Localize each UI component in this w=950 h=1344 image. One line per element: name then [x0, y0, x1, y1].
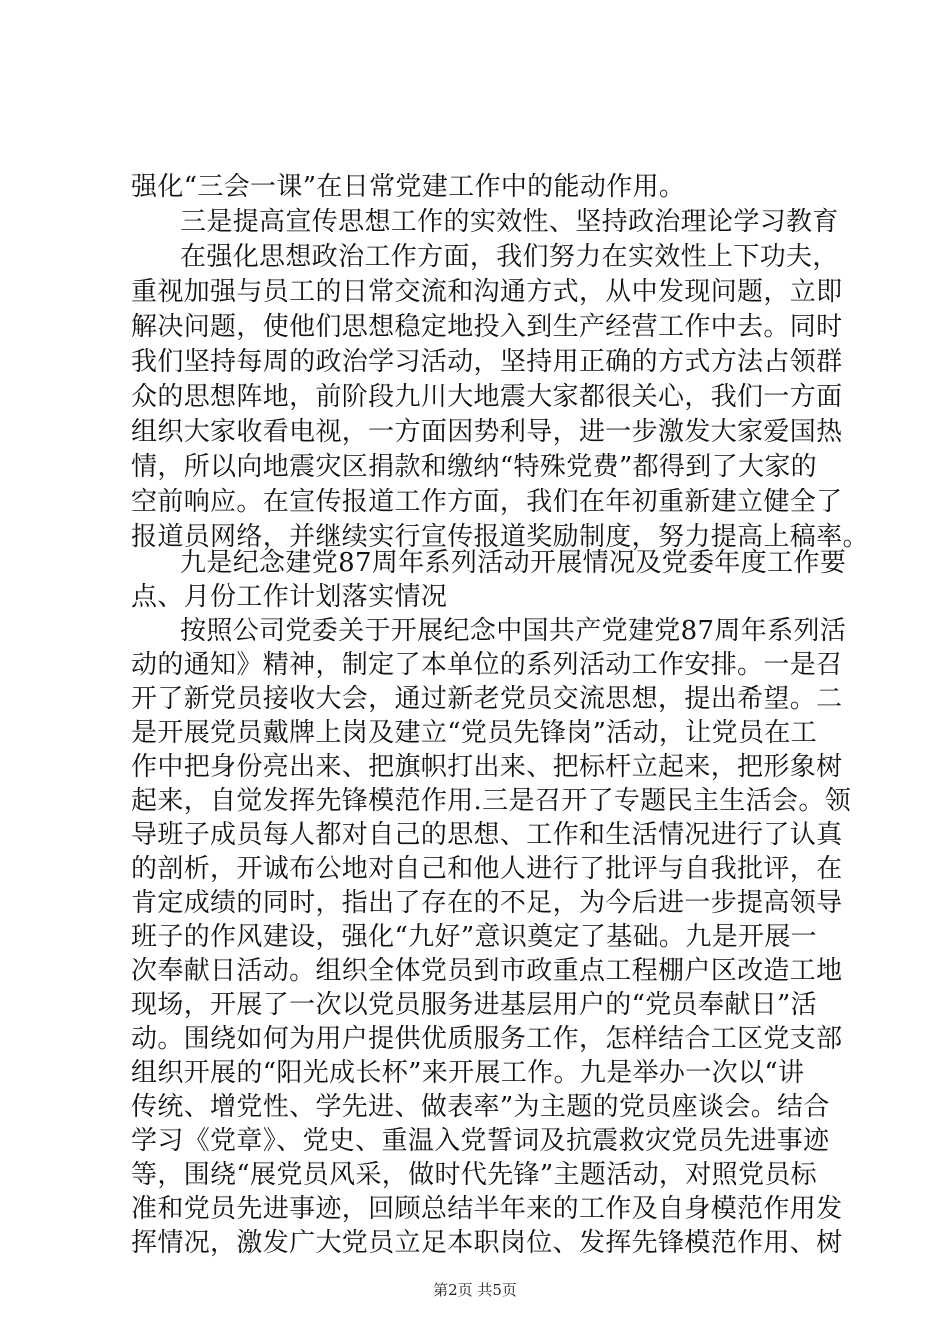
- text-line: 班子的作风建设，强化“九好”意识奠定了基础。九是开展一: [131, 922, 818, 952]
- text-line: 等，围绕“展党员风采，做时代先锋”主题活动，对照党员标: [131, 1160, 818, 1190]
- text-line: 的剖析，开诚布公地对自己和他人进行了批评与自我批评，在: [131, 854, 843, 884]
- text-line: 准和党员先进事迹，回顾总结半年来的工作及自身模范作用发: [131, 1194, 843, 1224]
- text-line-overflow: 挥情况，激发广大党员立足本职岗位、发挥先锋模范作用、树: [131, 1228, 843, 1258]
- text-line: 导班子成员每人都对自己的思想、工作和生活情况进行了认真: [131, 820, 843, 850]
- text-line: 解决问题，使他们思想稳定地投入到生产经营工作中去。同时: [131, 312, 843, 342]
- text-line: 学习《党章》、党史、重温入党誓词及抗震救灾党员先进事迹: [131, 1126, 830, 1156]
- section-heading: 三是提高宣传思想工作的实效性、坚持政治理论学习教育: [180, 207, 839, 237]
- section-heading-continued: 点、月份工作计划落实情况: [131, 582, 448, 612]
- text-line: 按照公司党委关于开展纪念中国共产党建党87周年系列活: [180, 616, 847, 646]
- page-number-footer: 第2页 共5页: [433, 1281, 517, 1299]
- text-line: 我们坚持每周的政治学习活动，坚持用正确的方式方法占领群: [131, 347, 843, 377]
- text-line: 报道员网络，并继续实行宣传报道奖励制度，努力提高上稿率。: [131, 522, 869, 552]
- text-line: 强化“三会一课”在日常党建工作中的能动作用。: [131, 172, 686, 202]
- text-line: 是开展党员戴牌上岗及建立“党员先锋岗”活动，让党员在工: [131, 718, 818, 748]
- text-line: 众的思想阵地，前阶段九川大地震大家都很关心，我们一方面: [131, 382, 843, 412]
- text-line: 空前响应。在宣传报道工作方面，我们在年初重新建立健全了: [131, 487, 843, 517]
- section-heading: 九是纪念建党87周年系列活动开展情况及党委年度工作要: [180, 548, 847, 578]
- text-line: 作中把身份亮出来、把旗帜打出来、把标杆立起来，把形象树: [131, 752, 843, 782]
- text-line: 动。围绕如何为用户提供优质服务工作，怎样结合工区党支部: [131, 1024, 843, 1054]
- text-line: 传统、增党性、学先进、做表率”为主题的党员座谈会。结合: [131, 1092, 830, 1122]
- text-line: 组织开展的“阳光成长杯”来开展工作。九是举办一次以“讲: [131, 1058, 805, 1088]
- text-line: 起来，自觉发挥先锋模范作用.三是召开了专题民主生活会。领: [131, 786, 852, 816]
- text-line: 开了新党员接收大会，通过新老党员交流思想，提出希望。二: [131, 684, 843, 714]
- text-line: 肯定成绩的同时，指出了存在的不足，为今后进一步提高领导: [131, 888, 843, 918]
- text-line: 在强化思想政治工作方面，我们努力在实效性上下功夫，: [180, 242, 839, 272]
- text-line: 动的通知》精神，制定了本单位的系列活动工作安排。一是召: [131, 650, 843, 680]
- text-line: 情，所以向地震灾区捐款和缴纳“特殊党费”都得到了大家的: [131, 452, 818, 482]
- text-line: 现场，开展了一次以党员服务进基层用户的“党员奉献日”活: [131, 990, 818, 1020]
- text-line: 组织大家收看电视，一方面因势利导，进一步激发大家爱国热: [131, 417, 843, 447]
- text-line: 重视加强与员工的日常交流和沟通方式，从中发现问题，立即: [131, 277, 843, 307]
- text-line: 次奉献日活动。组织全体党员到市政重点工程棚户区改造工地: [131, 956, 843, 986]
